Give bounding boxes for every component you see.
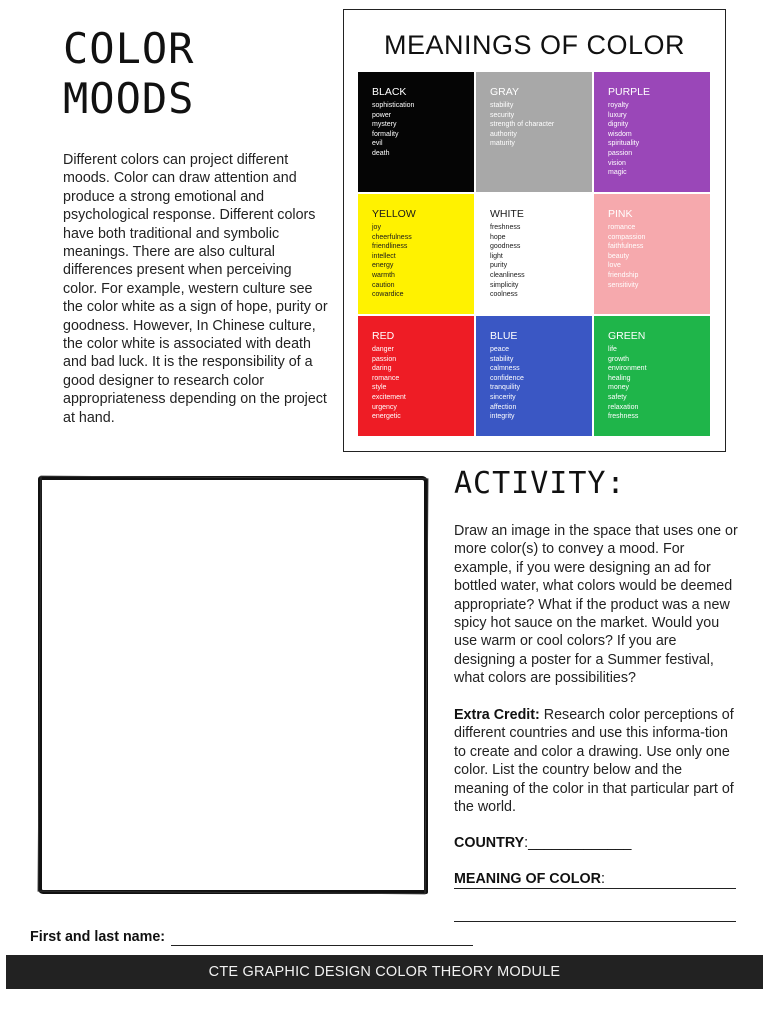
color-name: WHITE	[490, 208, 524, 220]
color-meanings-list	[608, 101, 710, 178]
color-meaning-word: goodness	[490, 243, 521, 251]
color-meaning-word: growth	[608, 355, 630, 363]
meaning-of-color-field[interactable]	[454, 871, 605, 887]
color-meaning-word: romance	[372, 374, 400, 382]
color-meaning-word: tranquility	[490, 384, 520, 392]
color-meaning-word: friendliness	[372, 243, 408, 251]
color-name: GRAY	[490, 86, 519, 98]
color-meanings-list	[490, 345, 592, 422]
color-meaning-word: intellect	[372, 252, 396, 260]
color-meaning-word: peace	[490, 346, 510, 353]
meaning-colon: :	[600, 871, 605, 887]
color-name: RED	[372, 330, 395, 342]
intro-paragraph: Different colors can project different moods. Color can draw attention and produce a strong emotional and psychological response. Different colors have both traditional and symbolic meanings. There are also cultural differences present when perceiving color. For example, western culture see the color white as a sign of hope, purity or goodness. However, In Chinese culture, the color white is associated with death and bad luck. It is the responsibility of a good designer to research color appropriateness depending on the project at hand.	[63, 152, 328, 426]
color-meaning-word: environment	[608, 365, 647, 373]
color-meaning-word: coolness	[490, 291, 518, 299]
color-meaning-word: faithfulness	[608, 243, 644, 251]
country-label: COUNTRY	[454, 835, 525, 851]
color-meaning-word: spirituality	[608, 140, 640, 148]
color-meaning-word: security	[490, 111, 515, 119]
color-meaning-word: vision	[608, 159, 626, 167]
color-meaning-word: caution	[372, 281, 395, 289]
color-meaning-word: freshness	[608, 413, 639, 421]
color-meaning-word: cleanliness	[490, 271, 525, 279]
color-cell-red	[358, 316, 476, 438]
color-cell-black	[358, 72, 476, 194]
color-meanings-list	[372, 223, 474, 300]
color-meaning-word: stability	[490, 102, 514, 109]
color-meanings-list	[372, 101, 474, 159]
color-meaning-word: maturity	[490, 140, 515, 148]
color-meaning-word: energy	[372, 262, 394, 270]
color-meaning-word: sophistication	[372, 102, 415, 109]
color-meaning-word: life	[608, 346, 617, 353]
color-meaning-word: love	[608, 262, 621, 270]
color-meaning-word: beauty	[608, 252, 630, 260]
name-answer-line[interactable]	[171, 945, 473, 946]
color-meaning-word: calmness	[490, 365, 520, 373]
color-meaning-word: passion	[372, 355, 397, 363]
name-label: First and last name:	[30, 929, 166, 945]
color-meaning-word: authority	[490, 130, 517, 138]
color-name: BLUE	[490, 330, 518, 342]
activity-title: ACTIVITY:	[454, 466, 626, 501]
color-cell-gray	[476, 72, 594, 194]
color-meaning-word: style	[372, 384, 387, 392]
meanings-of-color-chart	[343, 9, 726, 452]
color-meaning-word: mystery	[372, 121, 397, 129]
color-cell-blue	[476, 316, 594, 438]
meaning-answer-line-1[interactable]	[454, 888, 736, 889]
color-cell-white	[476, 194, 594, 316]
meanings-title: MEANINGS OF COLOR	[383, 30, 686, 60]
color-meaning-word: excitement	[372, 393, 406, 401]
color-meaning-word: romance	[608, 224, 636, 231]
country-field[interactable]	[454, 835, 632, 851]
color-meaning-word: power	[372, 111, 392, 119]
color-meaning-word: affection	[490, 403, 517, 411]
color-meanings-list	[372, 345, 474, 422]
extra-credit-paragraph	[454, 706, 739, 816]
color-name: YELLOW	[372, 208, 416, 220]
color-meaning-word: money	[608, 384, 630, 392]
drawing-area[interactable]	[38, 476, 428, 894]
color-meaning-word: simplicity	[490, 281, 519, 289]
color-meaning-word: light	[490, 252, 503, 260]
color-meaning-word: warmth	[372, 271, 395, 279]
color-meaning-word: passion	[608, 149, 633, 157]
color-name: GREEN	[608, 330, 646, 342]
color-meaning-word: integrity	[490, 413, 515, 421]
name-field[interactable]	[30, 929, 165, 945]
color-meaning-word: cowardice	[372, 291, 404, 299]
color-meaning-word: sincerity	[490, 393, 516, 401]
color-cell-yellow	[358, 194, 476, 316]
color-meaning-word: confidence	[490, 374, 524, 382]
color-meaning-word: compassion	[608, 233, 646, 241]
meaning-label: MEANING OF COLOR	[454, 871, 601, 887]
color-meaning-word: freshness	[490, 224, 521, 231]
color-meanings-list	[608, 345, 710, 422]
color-meanings-list	[608, 223, 710, 290]
color-meanings-list	[490, 101, 592, 149]
color-meaning-word: hope	[490, 233, 506, 241]
extra-credit-text: Research color perceptions of different countries and use this informa-tion to create and color a drawing. Use only one color. List the country below and the meaning of the color in that particular part of the world.	[454, 707, 734, 816]
color-name: PURPLE	[608, 86, 651, 98]
color-meaning-word: strength of character	[490, 121, 555, 129]
color-meaning-word: dignity	[608, 121, 629, 129]
title-line-1: COLOR	[63, 24, 195, 73]
color-meaning-word: sensitivity	[608, 281, 639, 289]
color-name: BLACK	[372, 86, 407, 98]
color-meaning-word: friendship	[608, 271, 639, 279]
color-meaning-word: daring	[372, 365, 392, 373]
color-meaning-word: joy	[372, 224, 381, 231]
color-meaning-word: death	[372, 149, 390, 157]
activity-instructions: Draw an image in the space that uses one or more color(s) to convey a mood. For example, if you were designing an ad for bottled water, what colors would be deemed appropriate? What if the product was a new spicy hot sauce on the market. Would you use warm or cool colors? If you are designing a poster for a Summer festival, what colors are possibilities?	[454, 523, 738, 687]
color-meaning-word: formality	[372, 130, 399, 138]
meaning-answer-line-2[interactable]	[454, 921, 736, 922]
extra-credit-label: Extra Credit:	[454, 707, 540, 723]
color-cell-purple	[594, 72, 712, 194]
page-title	[63, 24, 194, 124]
color-meaning-word: cheerfulness	[372, 233, 412, 241]
color-grid	[358, 72, 712, 438]
color-meaning-word: luxury	[608, 111, 627, 119]
color-meaning-word: danger	[372, 346, 394, 353]
title-line-2: MOODS	[63, 74, 195, 123]
color-meaning-word: stability	[490, 355, 514, 363]
color-meaning-word: healing	[608, 374, 631, 382]
country-blank: :_____________	[524, 835, 632, 851]
color-meaning-word: evil	[372, 140, 383, 148]
color-meaning-word: wisdom	[608, 130, 632, 138]
color-name: PINK	[608, 208, 633, 220]
color-meaning-word: relaxation	[608, 403, 639, 411]
color-meaning-word: magic	[608, 169, 627, 177]
footer-banner: CTE GRAPHIC DESIGN COLOR THEORY MODULE	[6, 955, 763, 989]
color-meaning-word: safety	[608, 393, 627, 401]
color-cell-pink	[594, 194, 712, 316]
color-meanings-list	[490, 223, 592, 300]
color-meaning-word: royalty	[608, 102, 629, 109]
color-cell-green	[594, 316, 712, 438]
color-meaning-word: energetic	[372, 413, 401, 421]
color-meaning-word: urgency	[372, 403, 397, 411]
color-meaning-word: purity	[490, 262, 508, 270]
